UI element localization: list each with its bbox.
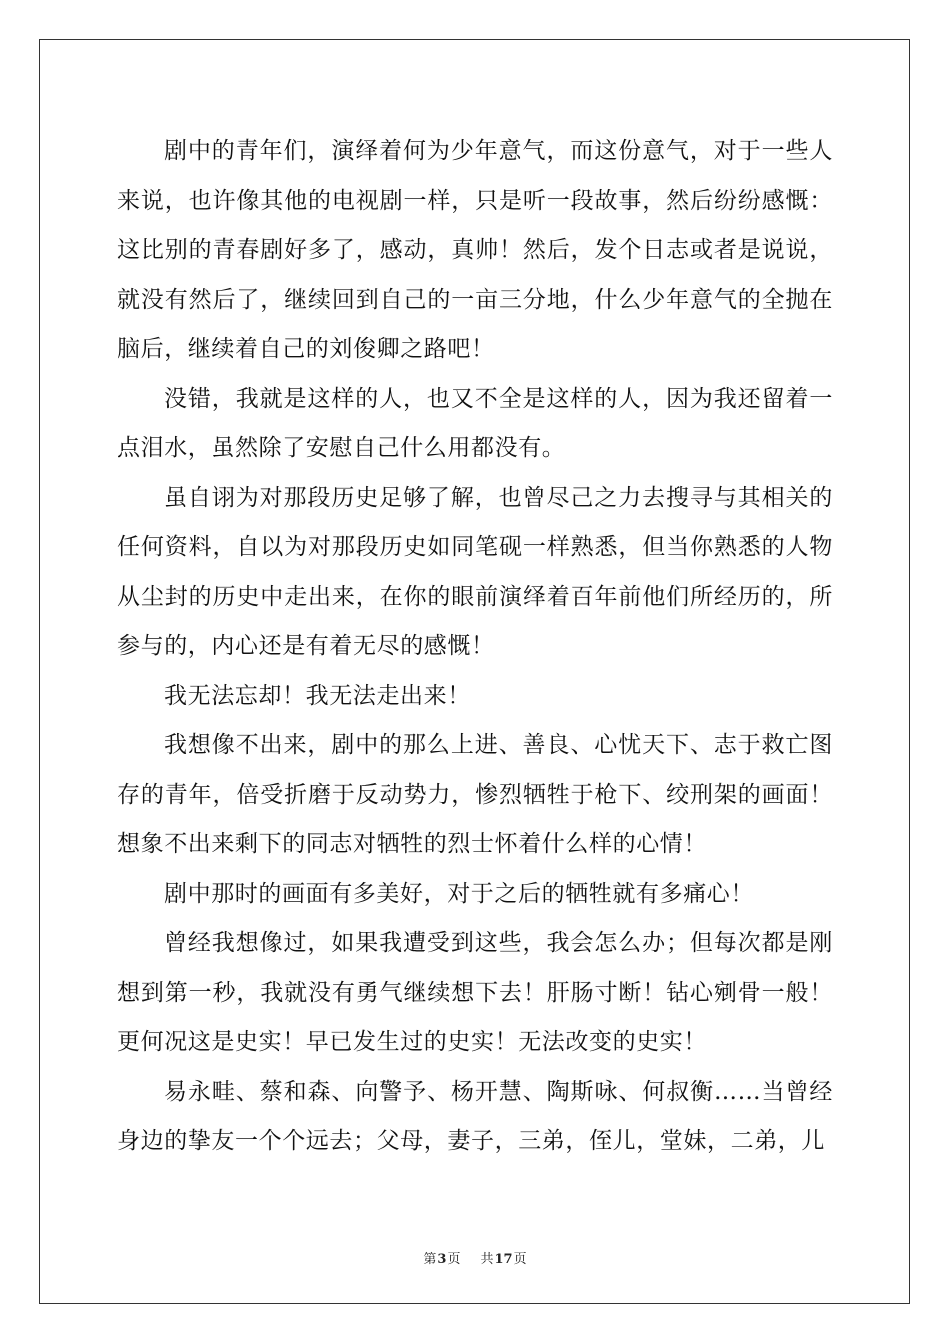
paragraph: 曾经我想像过，如果我遭受到这些，我会怎么办；但每次都是刚想到第一秒，我就没有勇气继续想下去！肝肠寸断！钻心剜骨一般！更何况这是史实！早已发生过的史实！无法改变的史实！	[117, 930, 833, 1055]
paragraph: 易永畦、蔡和森、向警予、杨开慧、陶斯咏、何叔衡……当曾经身边的挚友一个个远去；父母，妻子，三弟，侄儿，堂妹，二弟，儿	[117, 1078, 833, 1154]
total-prefix: 共	[480, 1252, 494, 1267]
paragraph: 剧中的青年们，演绎着何为少年意气，而这份意气，对于一些人来说，也许像其他的电视剧一样，只是听一段故事，然后纷纷感慨：这比别的青春剧好多了，感动，真帅！然后，发个日志或者是说说，就没有然后了，继续回到自己的一亩三分地，什么少年意气的全抛在脑后，继续着自己的刘俊卿之路吧！	[117, 138, 833, 362]
paragraph: 没错，我就是这样的人，也又不全是这样的人，因为我还留着一点泪水，虽然除了安慰自己什么用都没有。	[117, 385, 833, 461]
paragraph: 我想像不出来，剧中的那么上进、善良、心忧天下、志于救亡图存的青年，倍受折磨于反动势力，惨烈牺牲于枪下、绞刑架的画面！想象不出来剩下的同志对牺牲的烈士怀着什么样的心情！	[117, 732, 833, 857]
page-unit: 页	[447, 1252, 461, 1267]
total-page-count: 17	[494, 1252, 513, 1267]
paragraph: 我无法忘却！我无法走出来！	[164, 682, 471, 709]
document-body	[117, 127, 833, 1167]
paragraph: 虽自诩为对那段历史足够了解，也曾尽己之力去搜寻与其相关的任何资料，自以为对那段历史如同笔砚一样熟悉，但当你熟悉的人物从尘封的历史中走出来，在你的眼前演绎着百年前他们所经历的，所参与的，内心还是有着无尽的感慨！	[117, 484, 833, 659]
current-page-number: 3	[437, 1252, 447, 1267]
page-footer	[0, 1248, 950, 1267]
page-prefix: 第	[423, 1252, 437, 1267]
total-unit: 页	[513, 1252, 527, 1267]
paragraph: 剧中那时的画面有多美好，对于之后的牺牲就有多痛心！	[164, 880, 754, 907]
